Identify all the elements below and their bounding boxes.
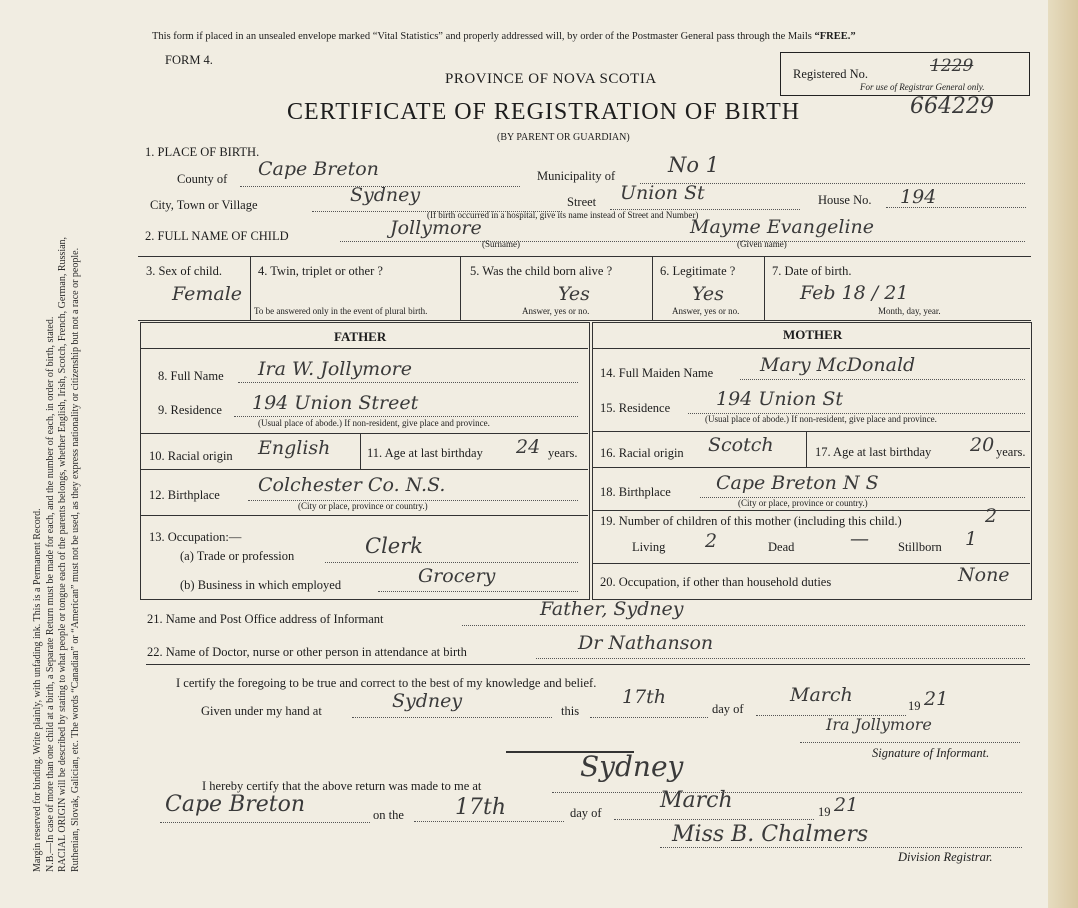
- street-value: Union St: [620, 182, 705, 204]
- father-business: Grocery: [418, 565, 496, 587]
- registrar-county: Cape Breton: [165, 792, 306, 817]
- grid-divider-2: [460, 256, 461, 320]
- mail-notice-c: and properly addressed will, by order of the Postmaster General pass through the Mails: [445, 31, 812, 42]
- living-value: 2: [705, 530, 718, 552]
- living-label: Living: [632, 540, 666, 554]
- father-age-years: years.: [548, 446, 578, 460]
- place-of-birth-label: 1. PLACE OF BIRTH.: [145, 145, 260, 159]
- dead-value: —: [850, 528, 869, 550]
- registrar-year-prefix: 19: [818, 805, 831, 819]
- municipality-label: Municipality of: [537, 169, 616, 183]
- child-given-name: Mayme Evangeline: [690, 216, 875, 238]
- this-label: this: [561, 704, 580, 718]
- dob-note: Month, day, year.: [878, 306, 941, 316]
- page-subtitle: (BY PARENT OR GUARDIAN): [497, 132, 630, 143]
- mother-rule-1: [592, 431, 1030, 432]
- father-residence-label: 9. Residence: [158, 403, 222, 417]
- father-name: Ira W. Jollymore: [258, 358, 412, 380]
- father-residence: 194 Union Street: [252, 392, 419, 414]
- alive-label: 5. Was the child born alive ?: [470, 264, 613, 278]
- registrar-day: 17th: [455, 795, 507, 820]
- father-business-label: (b) Business in which employed: [180, 578, 342, 592]
- sex-value: Female: [172, 283, 243, 305]
- mother-residence: 194 Union St: [716, 388, 843, 410]
- father-trade-line: [325, 562, 578, 563]
- father-race-label: 10. Racial origin: [149, 449, 233, 463]
- child-name-line: [340, 241, 1025, 242]
- father-name-label: 8. Full Name: [158, 369, 224, 383]
- child-name-label: 2. FULL NAME OF CHILD: [145, 229, 289, 243]
- registrar-county-line: [160, 822, 370, 823]
- sex-label: 3. Sex of child.: [146, 264, 223, 278]
- father-rule-1: [140, 433, 588, 434]
- informant-signature-line: [800, 742, 1020, 743]
- street-label: Street: [567, 195, 597, 209]
- county-label: County of: [177, 172, 228, 186]
- mother-name: Mary McDonald: [760, 354, 916, 376]
- certify-rule: [146, 664, 1030, 665]
- margin-note-1: Margin reserved for binding. Write plainly, with unfading ink. This is a Permanent Record.: [32, 508, 43, 872]
- given-caption: (Given name): [737, 239, 787, 249]
- father-residence-note: (Usual place of abode.) If non-resident, give place and province.: [258, 418, 490, 428]
- child-surname: Jollymore: [390, 217, 482, 239]
- hospital-note: (If birth occurred in a hospital, give its name instead of Street and Number): [427, 210, 699, 220]
- informant-value: Father, Sydney: [540, 598, 684, 620]
- mother-name-line: [740, 379, 1025, 380]
- given-under-label: Given under my hand at: [201, 704, 322, 718]
- informant-label: 21. Name and Post Office address of Informant: [147, 612, 384, 626]
- mother-rule-3: [592, 510, 1030, 511]
- mail-notice-b: “Vital Statistics”: [372, 31, 443, 42]
- city-value: Sydney: [350, 184, 421, 206]
- dob-value: Feb 18 / 21: [800, 282, 909, 304]
- registrar-day-line: [414, 821, 564, 822]
- registrar-caption: Division Registrar.: [898, 850, 993, 864]
- given-day-line: [590, 717, 708, 718]
- mother-residence-note: (Usual place of abode.) If non-resident, give place and province.: [705, 414, 937, 424]
- given-day-of-label: day of: [712, 702, 744, 716]
- certify-statement: I certify the foregoing to be true and correct to the best of my knowledge and belief.: [176, 676, 597, 690]
- mother-name-label: 14. Full Maiden Name: [600, 366, 714, 380]
- father-heading-rule: [140, 348, 588, 349]
- mother-birthplace-note: (City or place, province or country.): [738, 498, 868, 508]
- legitimate-label: 6. Legitimate ?: [660, 264, 736, 278]
- registered-note: For use of Registrar General only.: [860, 82, 985, 92]
- father-age-label: 11. Age at last birthday: [367, 446, 483, 460]
- legitimate-value: Yes: [692, 283, 724, 305]
- mother-age-label: 17. Age at last birthday: [815, 445, 932, 459]
- stillborn-label: Stillborn: [898, 540, 942, 554]
- mail-notice: [152, 31, 856, 42]
- certificate-number: 664229: [910, 94, 994, 119]
- alive-value: Yes: [558, 283, 590, 305]
- doctor-label: 22. Name of Doctor, nurse or other person in attendance at birth: [147, 645, 467, 659]
- registrar-signature-line: [660, 847, 1022, 848]
- father-trade-label: (a) Trade or profession: [180, 549, 295, 563]
- house-value: 194: [900, 186, 937, 208]
- form-number: FORM 4.: [165, 53, 213, 67]
- registrar-place-line: [552, 792, 1022, 793]
- surname-caption: (Surname): [482, 239, 520, 249]
- father-age-divider: [360, 433, 361, 469]
- registrar-place: Sydney: [580, 750, 684, 783]
- doctor-line: [536, 658, 1025, 659]
- alive-note: Answer, yes or no.: [522, 306, 590, 316]
- mother-birthplace-label: 18. Birthplace: [600, 485, 671, 499]
- grid-bottom-rule: [138, 320, 1031, 321]
- grid-divider-4: [764, 256, 765, 320]
- dead-label: Dead: [768, 540, 795, 554]
- doctor-value: Dr Nathanson: [578, 632, 714, 654]
- grid-top-rule: [138, 256, 1031, 257]
- county-value: Cape Breton: [258, 158, 379, 180]
- father-occupation-label: 13. Occupation:—: [149, 530, 242, 544]
- informant-line: [462, 625, 1025, 626]
- page-title: CERTIFICATE OF REGISTRATION OF BIRTH: [287, 99, 801, 125]
- registered-label: Registered No.: [793, 67, 868, 81]
- father-residence-line: [234, 416, 578, 417]
- registrar-month: March: [660, 788, 733, 813]
- father-heading: FATHER: [334, 329, 387, 344]
- father-birthplace-note: (City or place, province or country.): [298, 501, 428, 511]
- given-month: March: [790, 684, 853, 706]
- mother-heading: MOTHER: [783, 327, 843, 342]
- margin-note-4: Ruthenian, Slovak, Galician, etc. The words “Canadian” or “American” must not be used, as they express nationality or citizenship but not a race or people.: [69, 247, 81, 872]
- house-label: House No.: [818, 193, 872, 207]
- dob-label: 7. Date of birth.: [772, 264, 852, 278]
- mother-residence-label: 15. Residence: [600, 401, 671, 415]
- given-year-suffix: 21: [924, 688, 949, 710]
- province-heading: PROVINCE OF NOVA SCOTIA: [445, 71, 657, 87]
- informant-signature: Ira Jollymore: [826, 715, 932, 734]
- father-age: 24: [516, 436, 541, 458]
- mother-children-label: 19. Number of children of this mother (including this child.): [600, 514, 902, 528]
- mother-race-label: 16. Racial origin: [600, 446, 684, 460]
- city-label: City, Town or Village: [150, 198, 258, 212]
- mother-age-years: years.: [996, 445, 1026, 459]
- father-race: English: [258, 437, 331, 459]
- mother-heading-rule: [592, 348, 1030, 349]
- father-business-line: [378, 591, 578, 592]
- twin-label: 4. Twin, triplet or other ?: [258, 264, 383, 278]
- father-name-line: [238, 382, 578, 383]
- stillborn-value: 1: [965, 528, 978, 550]
- registrar-year-suffix: 21: [834, 794, 859, 816]
- margin-note-3: RACIAL ORIGIN will be described by stating to what people or tongue each of the parents belongs, whether English, Irish, Scotch, French, German, Russian,: [57, 236, 68, 872]
- father-trade: Clerk: [365, 534, 423, 558]
- registrar-day-of-label: day of: [570, 806, 602, 820]
- registrar-month-line: [614, 819, 814, 820]
- registered-number: 1229: [930, 56, 974, 76]
- mother-rule-2: [592, 467, 1030, 468]
- paper-edge: [1048, 0, 1078, 908]
- twin-note: To be answered only in the event of plural birth.: [254, 306, 428, 316]
- mother-birthplace: Cape Breton N S: [716, 472, 879, 494]
- margin-note-2: N.B.—In case of more than one child at a birth, a Separate Return must be made for each, and the number of each, in order of birth, stated.: [44, 316, 56, 872]
- father-rule-2: [140, 469, 588, 470]
- registrar-signature: Miss B. Chalmers: [672, 822, 869, 847]
- father-rule-3: [140, 515, 588, 516]
- on-the-label: on the: [373, 808, 404, 822]
- given-place-line: [352, 717, 552, 718]
- father-birthplace-label: 12. Birthplace: [149, 488, 220, 502]
- given-place: Sydney: [392, 690, 463, 712]
- informant-signature-caption: Signature of Informant.: [872, 746, 990, 760]
- mail-notice-a: This form if placed in an unsealed envelope marked: [152, 31, 371, 42]
- legitimate-note: Answer, yes or no.: [672, 306, 740, 316]
- mother-age: 20: [970, 434, 995, 456]
- mail-notice-free: “FREE.”: [814, 31, 856, 42]
- margin-notes: [32, 72, 102, 872]
- registrar-statement: I hereby certify that the above return was made to me at: [202, 779, 482, 793]
- mother-age-divider: [806, 431, 807, 467]
- grid-divider-3: [652, 256, 653, 320]
- father-birthplace: Colchester Co. N.S.: [258, 474, 446, 496]
- grid-divider-1: [250, 256, 251, 320]
- mother-children: 2: [985, 505, 998, 527]
- mother-race: Scotch: [708, 434, 774, 456]
- mother-occupation-label: 20. Occupation, if other than household duties: [600, 575, 832, 589]
- municipality-value: No 1: [668, 153, 720, 177]
- given-year-prefix: 19: [908, 699, 921, 713]
- mother-occupation: None: [958, 564, 1010, 586]
- given-day: 17th: [622, 686, 667, 708]
